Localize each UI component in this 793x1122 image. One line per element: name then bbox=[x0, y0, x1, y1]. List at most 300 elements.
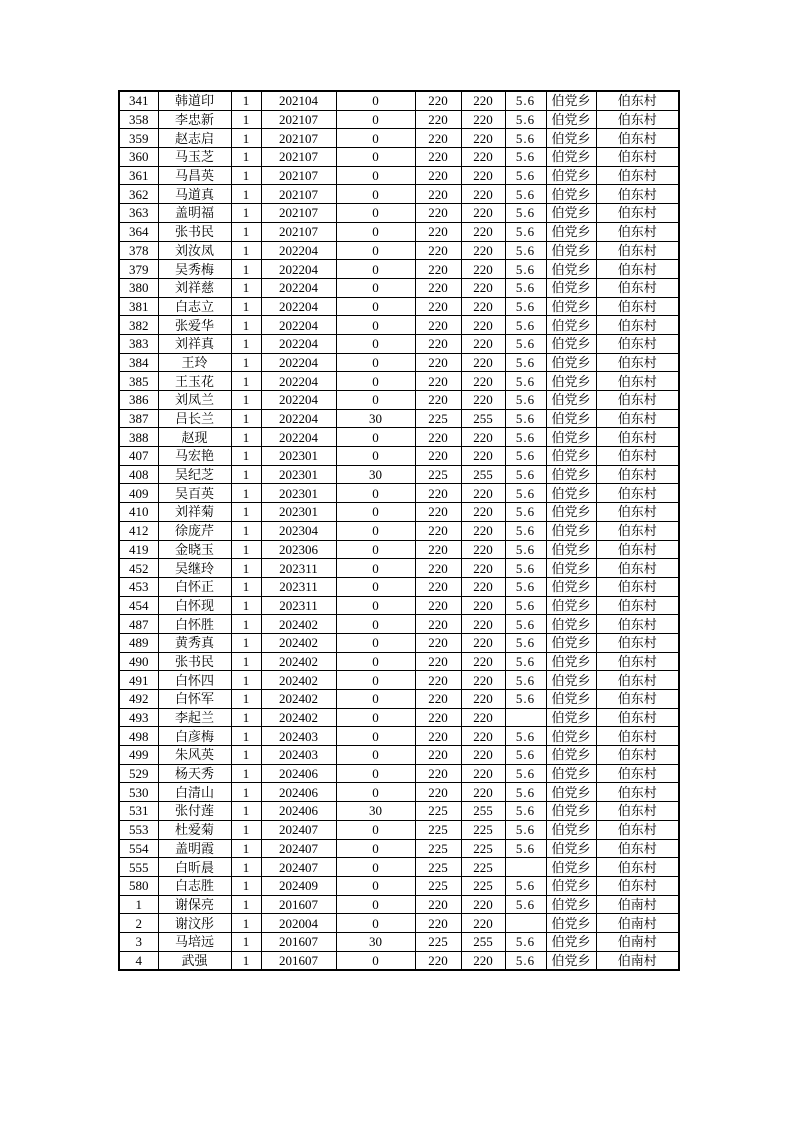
table-cell-village: 伯南村 bbox=[596, 951, 679, 970]
table-cell-base: 220 bbox=[415, 110, 461, 129]
table-cell-period: 202107 bbox=[261, 222, 336, 241]
table-cell-rate: 5.6 bbox=[505, 278, 546, 297]
table-cell-id: 1 bbox=[119, 895, 158, 914]
table-cell-count: 1 bbox=[231, 278, 261, 297]
table-cell-village: 伯东村 bbox=[596, 91, 679, 110]
table-cell-village: 伯东村 bbox=[596, 839, 679, 858]
table-cell-name: 马宏艳 bbox=[158, 447, 231, 466]
table-cell-base: 220 bbox=[415, 652, 461, 671]
table-cell-total: 220 bbox=[461, 895, 505, 914]
table-cell-period: 202402 bbox=[261, 652, 336, 671]
table-cell-total: 220 bbox=[461, 652, 505, 671]
table-cell-village: 伯东村 bbox=[596, 447, 679, 466]
table-cell-total: 220 bbox=[461, 783, 505, 802]
table-cell-village: 伯东村 bbox=[596, 204, 679, 223]
table-cell-id: 553 bbox=[119, 820, 158, 839]
table-cell-period: 202406 bbox=[261, 802, 336, 821]
table-cell-rate: 5.6 bbox=[505, 652, 546, 671]
table-cell-name: 张书民 bbox=[158, 652, 231, 671]
table-cell-rate: 5.6 bbox=[505, 204, 546, 223]
table-cell-township: 伯党乡 bbox=[546, 690, 596, 709]
table-cell-total: 220 bbox=[461, 503, 505, 522]
table-cell-id: 363 bbox=[119, 204, 158, 223]
table-cell-count: 1 bbox=[231, 353, 261, 372]
table-cell-adjustment: 0 bbox=[336, 914, 415, 933]
table-cell-total: 220 bbox=[461, 391, 505, 410]
table-cell-township: 伯党乡 bbox=[546, 839, 596, 858]
table-cell-total: 220 bbox=[461, 577, 505, 596]
table-cell-base: 220 bbox=[415, 559, 461, 578]
table-cell-base: 220 bbox=[415, 914, 461, 933]
table-cell-count: 1 bbox=[231, 708, 261, 727]
table-cell-period: 202204 bbox=[261, 260, 336, 279]
table-cell-rate: 5.6 bbox=[505, 690, 546, 709]
table-cell-adjustment: 0 bbox=[336, 577, 415, 596]
table-cell-township: 伯党乡 bbox=[546, 820, 596, 839]
table-cell-base: 220 bbox=[415, 895, 461, 914]
table-row bbox=[119, 615, 679, 634]
table-cell-township: 伯党乡 bbox=[546, 540, 596, 559]
table-cell-adjustment: 0 bbox=[336, 503, 415, 522]
table-cell-period: 201607 bbox=[261, 951, 336, 970]
table-cell-base: 220 bbox=[415, 727, 461, 746]
table-cell-adjustment: 0 bbox=[336, 559, 415, 578]
table-cell-id: 408 bbox=[119, 465, 158, 484]
table-cell-period: 202204 bbox=[261, 316, 336, 335]
table-cell-total: 255 bbox=[461, 465, 505, 484]
table-cell-rate: 5.6 bbox=[505, 316, 546, 335]
table-cell-adjustment: 0 bbox=[336, 671, 415, 690]
table-cell-name: 白彦梅 bbox=[158, 727, 231, 746]
table-cell-id: 412 bbox=[119, 521, 158, 540]
table-cell-name: 金晓玉 bbox=[158, 540, 231, 559]
table-cell-village: 伯东村 bbox=[596, 222, 679, 241]
table-cell-period: 202107 bbox=[261, 185, 336, 204]
table-cell-base: 220 bbox=[415, 484, 461, 503]
table-cell-village: 伯东村 bbox=[596, 334, 679, 353]
table-row bbox=[119, 802, 679, 821]
table-cell-total: 220 bbox=[461, 633, 505, 652]
table-cell-township: 伯党乡 bbox=[546, 521, 596, 540]
table-cell-village: 伯东村 bbox=[596, 764, 679, 783]
table-cell-adjustment: 0 bbox=[336, 876, 415, 895]
table-cell-period: 202204 bbox=[261, 409, 336, 428]
table-cell-base: 220 bbox=[415, 633, 461, 652]
table-cell-period: 202306 bbox=[261, 540, 336, 559]
table-row bbox=[119, 820, 679, 839]
table-cell-village: 伯东村 bbox=[596, 110, 679, 129]
table-row bbox=[119, 914, 679, 933]
table-cell-township: 伯党乡 bbox=[546, 559, 596, 578]
table-cell-total: 220 bbox=[461, 260, 505, 279]
table-cell-village: 伯东村 bbox=[596, 521, 679, 540]
table-cell-adjustment: 0 bbox=[336, 540, 415, 559]
table-cell-total: 220 bbox=[461, 615, 505, 634]
table-cell-total: 255 bbox=[461, 409, 505, 428]
table-cell-base: 220 bbox=[415, 222, 461, 241]
table-cell-id: 498 bbox=[119, 727, 158, 746]
table-cell-township: 伯党乡 bbox=[546, 503, 596, 522]
table-cell-rate: 5.6 bbox=[505, 260, 546, 279]
table-cell-count: 1 bbox=[231, 110, 261, 129]
table-cell-id: 409 bbox=[119, 484, 158, 503]
table-cell-name: 盖明福 bbox=[158, 204, 231, 223]
table-cell-count: 1 bbox=[231, 876, 261, 895]
table-cell-id: 407 bbox=[119, 447, 158, 466]
table-cell-count: 1 bbox=[231, 222, 261, 241]
table-cell-base: 225 bbox=[415, 932, 461, 951]
table-cell-base: 220 bbox=[415, 91, 461, 110]
table-cell-period: 202107 bbox=[261, 129, 336, 148]
table-cell-id: 341 bbox=[119, 91, 158, 110]
table-cell-count: 1 bbox=[231, 409, 261, 428]
table-cell-base: 220 bbox=[415, 148, 461, 167]
table-cell-name: 白志立 bbox=[158, 297, 231, 316]
table-cell-total: 220 bbox=[461, 540, 505, 559]
table-row bbox=[119, 783, 679, 802]
table-cell-count: 1 bbox=[231, 521, 261, 540]
table-row bbox=[119, 951, 679, 970]
table-cell-name: 吴继玲 bbox=[158, 559, 231, 578]
table-cell-rate: 5.6 bbox=[505, 932, 546, 951]
table-cell-period: 202204 bbox=[261, 391, 336, 410]
table-cell-name: 白怀正 bbox=[158, 577, 231, 596]
table-cell-count: 1 bbox=[231, 914, 261, 933]
table-cell-village: 伯东村 bbox=[596, 615, 679, 634]
table-cell-count: 1 bbox=[231, 559, 261, 578]
table-cell-base: 220 bbox=[415, 353, 461, 372]
table-cell-id: 452 bbox=[119, 559, 158, 578]
table-cell-base: 220 bbox=[415, 708, 461, 727]
table-cell-township: 伯党乡 bbox=[546, 727, 596, 746]
table-cell-id: 493 bbox=[119, 708, 158, 727]
table-cell-village: 伯东村 bbox=[596, 428, 679, 447]
table-cell-base: 220 bbox=[415, 447, 461, 466]
table-cell-adjustment: 30 bbox=[336, 409, 415, 428]
table-cell-village: 伯东村 bbox=[596, 372, 679, 391]
table-cell-township: 伯党乡 bbox=[546, 204, 596, 223]
table-cell-township: 伯党乡 bbox=[546, 465, 596, 484]
table-cell-id: 454 bbox=[119, 596, 158, 615]
table-cell-base: 220 bbox=[415, 372, 461, 391]
table-cell-township: 伯党乡 bbox=[546, 297, 596, 316]
table-cell-name: 吴纪芝 bbox=[158, 465, 231, 484]
table-cell-period: 202407 bbox=[261, 839, 336, 858]
table-cell-count: 1 bbox=[231, 820, 261, 839]
table-row bbox=[119, 503, 679, 522]
table-cell-adjustment: 0 bbox=[336, 858, 415, 877]
table-cell-township: 伯党乡 bbox=[546, 148, 596, 167]
table-row bbox=[119, 222, 679, 241]
table-cell-total: 220 bbox=[461, 559, 505, 578]
table-cell-total: 220 bbox=[461, 185, 505, 204]
table-cell-name: 刘祥慈 bbox=[158, 278, 231, 297]
table-cell-adjustment: 0 bbox=[336, 148, 415, 167]
table-cell-name: 朱风英 bbox=[158, 746, 231, 765]
table-cell-id: 382 bbox=[119, 316, 158, 335]
table-cell-adjustment: 0 bbox=[336, 278, 415, 297]
table-cell-period: 202402 bbox=[261, 615, 336, 634]
table-cell-base: 220 bbox=[415, 241, 461, 260]
table-cell-id: 361 bbox=[119, 166, 158, 185]
table-cell-id: 491 bbox=[119, 671, 158, 690]
table-cell-village: 伯东村 bbox=[596, 802, 679, 821]
table-cell-village: 伯东村 bbox=[596, 633, 679, 652]
table-cell-township: 伯党乡 bbox=[546, 708, 596, 727]
table-cell-count: 1 bbox=[231, 839, 261, 858]
table-cell-count: 1 bbox=[231, 185, 261, 204]
table-cell-total: 220 bbox=[461, 110, 505, 129]
table-cell-total: 255 bbox=[461, 802, 505, 821]
table-cell-base: 220 bbox=[415, 166, 461, 185]
table-row bbox=[119, 746, 679, 765]
table-cell-township: 伯党乡 bbox=[546, 858, 596, 877]
table-cell-rate: 5.6 bbox=[505, 297, 546, 316]
table-cell-count: 1 bbox=[231, 148, 261, 167]
table-cell-rate: 5.6 bbox=[505, 185, 546, 204]
table-row bbox=[119, 204, 679, 223]
table-cell-village: 伯东村 bbox=[596, 166, 679, 185]
table-cell-name: 李忠新 bbox=[158, 110, 231, 129]
table-cell-base: 220 bbox=[415, 615, 461, 634]
table-cell-rate: 5.6 bbox=[505, 671, 546, 690]
table-cell-rate: 5.6 bbox=[505, 91, 546, 110]
table-cell-id: 360 bbox=[119, 148, 158, 167]
table-cell-period: 202402 bbox=[261, 708, 336, 727]
table-cell-name: 谢保亮 bbox=[158, 895, 231, 914]
table-row bbox=[119, 91, 679, 110]
table-cell-village: 伯东村 bbox=[596, 260, 679, 279]
table-cell-total: 220 bbox=[461, 241, 505, 260]
data-table bbox=[118, 90, 680, 971]
table-row bbox=[119, 334, 679, 353]
table-cell-count: 1 bbox=[231, 503, 261, 522]
table-cell-total: 220 bbox=[461, 671, 505, 690]
table-cell-township: 伯党乡 bbox=[546, 372, 596, 391]
table-cell-village: 伯东村 bbox=[596, 278, 679, 297]
table-cell-id: 531 bbox=[119, 802, 158, 821]
table-cell-count: 1 bbox=[231, 540, 261, 559]
table-cell-name: 武强 bbox=[158, 951, 231, 970]
table-cell-township: 伯党乡 bbox=[546, 278, 596, 297]
table-cell-name: 白怀现 bbox=[158, 596, 231, 615]
table-cell-adjustment: 0 bbox=[336, 241, 415, 260]
table-cell-period: 202204 bbox=[261, 372, 336, 391]
table-row bbox=[119, 559, 679, 578]
table-cell-count: 1 bbox=[231, 204, 261, 223]
table-cell-count: 1 bbox=[231, 727, 261, 746]
table-cell-total: 225 bbox=[461, 876, 505, 895]
table-cell-id: 529 bbox=[119, 764, 158, 783]
table-cell-adjustment: 0 bbox=[336, 316, 415, 335]
table-row bbox=[119, 353, 679, 372]
table-row bbox=[119, 895, 679, 914]
table-cell-township: 伯党乡 bbox=[546, 391, 596, 410]
table-cell-adjustment: 0 bbox=[336, 820, 415, 839]
table-row bbox=[119, 297, 679, 316]
table-cell-name: 王玲 bbox=[158, 353, 231, 372]
table-cell-id: 384 bbox=[119, 353, 158, 372]
table-cell-village: 伯东村 bbox=[596, 316, 679, 335]
table-cell-adjustment: 0 bbox=[336, 839, 415, 858]
table-cell-period: 202204 bbox=[261, 334, 336, 353]
table-row bbox=[119, 316, 679, 335]
table-cell-period: 202407 bbox=[261, 820, 336, 839]
table-row bbox=[119, 166, 679, 185]
table-cell-rate: 5.6 bbox=[505, 353, 546, 372]
table-cell-village: 伯东村 bbox=[596, 148, 679, 167]
table-cell-village: 伯南村 bbox=[596, 895, 679, 914]
table-cell-id: 555 bbox=[119, 858, 158, 877]
table-cell-township: 伯党乡 bbox=[546, 895, 596, 914]
table-cell-village: 伯东村 bbox=[596, 783, 679, 802]
table-cell-village: 伯东村 bbox=[596, 671, 679, 690]
table-cell-total: 220 bbox=[461, 353, 505, 372]
table-row bbox=[119, 521, 679, 540]
table-cell-township: 伯党乡 bbox=[546, 241, 596, 260]
table-cell-township: 伯党乡 bbox=[546, 746, 596, 765]
table-cell-township: 伯党乡 bbox=[546, 876, 596, 895]
table-cell-period: 202402 bbox=[261, 633, 336, 652]
table-cell-id: 386 bbox=[119, 391, 158, 410]
table-cell-name: 白志胜 bbox=[158, 876, 231, 895]
table-cell-total: 220 bbox=[461, 746, 505, 765]
table-cell-township: 伯党乡 bbox=[546, 577, 596, 596]
table-cell-period: 202409 bbox=[261, 876, 336, 895]
table-cell-id: 499 bbox=[119, 746, 158, 765]
table-cell-total: 220 bbox=[461, 764, 505, 783]
table-cell-total: 220 bbox=[461, 727, 505, 746]
table-cell-name: 杜爱菊 bbox=[158, 820, 231, 839]
table-cell-base: 220 bbox=[415, 577, 461, 596]
table-cell-township: 伯党乡 bbox=[546, 633, 596, 652]
table-row bbox=[119, 148, 679, 167]
table-cell-id: 410 bbox=[119, 503, 158, 522]
table-row bbox=[119, 690, 679, 709]
table-cell-township: 伯党乡 bbox=[546, 166, 596, 185]
table-cell-total: 220 bbox=[461, 204, 505, 223]
table-cell-village: 伯东村 bbox=[596, 652, 679, 671]
table-cell-village: 伯东村 bbox=[596, 241, 679, 260]
table-cell-township: 伯党乡 bbox=[546, 447, 596, 466]
table-cell-township: 伯党乡 bbox=[546, 671, 596, 690]
table-cell-name: 王玉花 bbox=[158, 372, 231, 391]
table-cell-adjustment: 0 bbox=[336, 334, 415, 353]
table-cell-rate: 5.6 bbox=[505, 839, 546, 858]
table-cell-adjustment: 0 bbox=[336, 652, 415, 671]
table-cell-total: 220 bbox=[461, 166, 505, 185]
table-cell-id: 554 bbox=[119, 839, 158, 858]
table-cell-village: 伯东村 bbox=[596, 484, 679, 503]
table-cell-village: 伯东村 bbox=[596, 746, 679, 765]
table-row bbox=[119, 876, 679, 895]
table-cell-count: 1 bbox=[231, 129, 261, 148]
table-cell-rate: 5.6 bbox=[505, 465, 546, 484]
table-cell-township: 伯党乡 bbox=[546, 316, 596, 335]
table-cell-period: 202407 bbox=[261, 858, 336, 877]
table-cell-period: 202403 bbox=[261, 727, 336, 746]
table-cell-count: 1 bbox=[231, 652, 261, 671]
table-cell-count: 1 bbox=[231, 802, 261, 821]
table-cell-id: 385 bbox=[119, 372, 158, 391]
table-cell-adjustment: 0 bbox=[336, 353, 415, 372]
table-cell-period: 201607 bbox=[261, 895, 336, 914]
table-cell-period: 202403 bbox=[261, 746, 336, 765]
table-cell-total: 220 bbox=[461, 690, 505, 709]
table-cell-count: 1 bbox=[231, 746, 261, 765]
table-cell-adjustment: 0 bbox=[336, 521, 415, 540]
table-cell-township: 伯党乡 bbox=[546, 615, 596, 634]
table-cell-adjustment: 0 bbox=[336, 633, 415, 652]
table-cell-total: 220 bbox=[461, 484, 505, 503]
table-cell-count: 1 bbox=[231, 484, 261, 503]
table-cell-count: 1 bbox=[231, 671, 261, 690]
table-cell-name: 张付莲 bbox=[158, 802, 231, 821]
table-cell-adjustment: 0 bbox=[336, 615, 415, 634]
table-row bbox=[119, 409, 679, 428]
table-body bbox=[119, 91, 679, 970]
table-cell-count: 1 bbox=[231, 166, 261, 185]
table-cell-period: 202402 bbox=[261, 671, 336, 690]
table-cell-id: 362 bbox=[119, 185, 158, 204]
table-row bbox=[119, 241, 679, 260]
table-cell-period: 202107 bbox=[261, 166, 336, 185]
table-cell-village: 伯东村 bbox=[596, 353, 679, 372]
table-cell-adjustment: 0 bbox=[336, 951, 415, 970]
table-cell-rate: 5.6 bbox=[505, 222, 546, 241]
table-cell-total: 225 bbox=[461, 839, 505, 858]
table-cell-period: 202204 bbox=[261, 241, 336, 260]
table-cell-total: 220 bbox=[461, 914, 505, 933]
table-row bbox=[119, 185, 679, 204]
table-cell-rate bbox=[505, 858, 546, 877]
table-cell-village: 伯东村 bbox=[596, 503, 679, 522]
table-row bbox=[119, 447, 679, 466]
table-cell-id: 4 bbox=[119, 951, 158, 970]
table-cell-rate: 5.6 bbox=[505, 802, 546, 821]
table-cell-name: 徐庞芹 bbox=[158, 521, 231, 540]
table-cell-id: 490 bbox=[119, 652, 158, 671]
table-cell-adjustment: 30 bbox=[336, 932, 415, 951]
table-cell-name: 马道真 bbox=[158, 185, 231, 204]
table-cell-rate: 5.6 bbox=[505, 148, 546, 167]
table-cell-village: 伯南村 bbox=[596, 914, 679, 933]
table-cell-name: 吴秀梅 bbox=[158, 260, 231, 279]
table-cell-township: 伯党乡 bbox=[546, 185, 596, 204]
table-cell-township: 伯党乡 bbox=[546, 484, 596, 503]
table-cell-id: 530 bbox=[119, 783, 158, 802]
table-cell-count: 1 bbox=[231, 596, 261, 615]
table-cell-total: 220 bbox=[461, 297, 505, 316]
table-row bbox=[119, 858, 679, 877]
table-cell-total: 220 bbox=[461, 91, 505, 110]
table-cell-id: 358 bbox=[119, 110, 158, 129]
table-cell-rate bbox=[505, 914, 546, 933]
table-cell-period: 202304 bbox=[261, 521, 336, 540]
table-cell-base: 220 bbox=[415, 334, 461, 353]
table-cell-id: 388 bbox=[119, 428, 158, 447]
table-cell-adjustment: 0 bbox=[336, 428, 415, 447]
table-cell-base: 225 bbox=[415, 802, 461, 821]
table-cell-total: 220 bbox=[461, 129, 505, 148]
table-cell-rate: 5.6 bbox=[505, 596, 546, 615]
table-cell-name: 杨天秀 bbox=[158, 764, 231, 783]
table-cell-rate: 5.6 bbox=[505, 727, 546, 746]
table-cell-base: 220 bbox=[415, 540, 461, 559]
table-row bbox=[119, 540, 679, 559]
table-cell-adjustment: 0 bbox=[336, 91, 415, 110]
table-cell-village: 伯东村 bbox=[596, 727, 679, 746]
